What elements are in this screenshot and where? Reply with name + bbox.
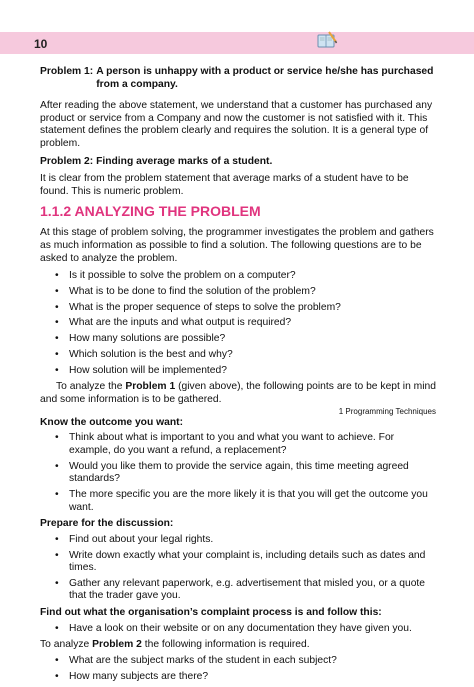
problem2-heading: Problem 2: Finding average marks of a student. xyxy=(40,155,273,167)
list-item: • Would you like them to provide the service again, this time meeting agreed standards? xyxy=(40,461,436,486)
problem1-lead: Problem 1: xyxy=(40,66,94,77)
list-item: • How many solutions are possible? xyxy=(40,333,436,346)
page-number: 10 xyxy=(34,37,48,51)
problem1-text: A person is unhappy with a product or service he/she has purchased from a company. xyxy=(96,66,434,90)
problem2-paragraph: It is clear from the problem statement that average marks of a student have to be found. This is numeric problem. xyxy=(40,173,409,197)
list-item: • How solution will be implemented? xyxy=(40,365,436,378)
list-item: • Which solution is the best and why? xyxy=(40,349,436,362)
list-item: • Have a look on their website or on any documentation they have given you. xyxy=(40,623,436,636)
list-item: • Find out about your legal rights. xyxy=(40,534,436,547)
problem1-heading xyxy=(40,66,436,91)
analyze-problem1-paragraph xyxy=(40,381,436,406)
list-item: • How many subjects are there? xyxy=(40,671,436,684)
analyze1-pre: To analyze the xyxy=(56,381,126,393)
analysis-questions-list xyxy=(40,270,436,377)
list-item: • What is the proper sequence of steps to solve the problem? xyxy=(40,302,436,315)
list-item: • Write down exactly what your complaint is, including details such as dates and times. xyxy=(40,550,436,575)
outcome-heading: Know the outcome you want: xyxy=(40,416,184,428)
analyze-problem2-paragraph xyxy=(40,639,436,652)
list-item: • Is it possible to solve the problem on a computer? xyxy=(40,270,436,283)
complaint-list xyxy=(40,623,436,636)
list-item: • What are the subject marks of the student in each subject? xyxy=(40,655,436,668)
section-heading: 1.1.2 ANALYZING THE PROBLEM xyxy=(40,203,261,220)
analyze2-bold: Problem 2 xyxy=(92,639,142,651)
book-pencil-icon xyxy=(316,30,338,50)
section-intro: At this stage of problem solving, the programmer investigates the problem and gathers as much information as possible to find a solution. The following questions are to be asked to analyze the problem. xyxy=(40,227,434,264)
outcome-list xyxy=(40,432,436,514)
list-item: • What is to be done to find the solution of the problem? xyxy=(40,286,436,299)
list-item: • Think about what is important to you and what you want to achieve. For example, do you want a refund, a replacement? xyxy=(40,432,436,457)
page-content xyxy=(40,66,436,687)
complaint-heading: Find out what the organisation’s complaint process is and follow this: xyxy=(40,607,382,619)
prepare-list xyxy=(40,534,436,603)
list-item: • The more specific you are the more likely it is that you will get the outcome you want. xyxy=(40,489,436,514)
footnote: 1 Programming Techniques xyxy=(338,406,436,416)
list-item: • Gather any relevant paperwork, e.g. advertisement that misled you, or a quote that the trader gave you. xyxy=(40,578,436,603)
list-item: • What are the inputs and what output is required? xyxy=(40,317,436,330)
problem1-paragraph: After reading the above statement, we understand that a customer has purchased any product or service from a Company and now the customer is not satisfied with it. This statement defines the problem clearly and requires the solution. It is a general type of problem. xyxy=(40,100,433,149)
header-band xyxy=(0,32,474,54)
analyze2-pre: To analyze xyxy=(40,639,93,651)
analyze1-bold: Problem 1 xyxy=(125,381,176,393)
problem2-info-list xyxy=(40,655,436,683)
analyze2-post: the following information is required. xyxy=(141,639,310,651)
prepare-heading: Prepare for the discussion: xyxy=(40,518,174,530)
analyze1-post: (given above), the following points are to be kept in mind and some information is to be gathered. xyxy=(40,381,437,405)
